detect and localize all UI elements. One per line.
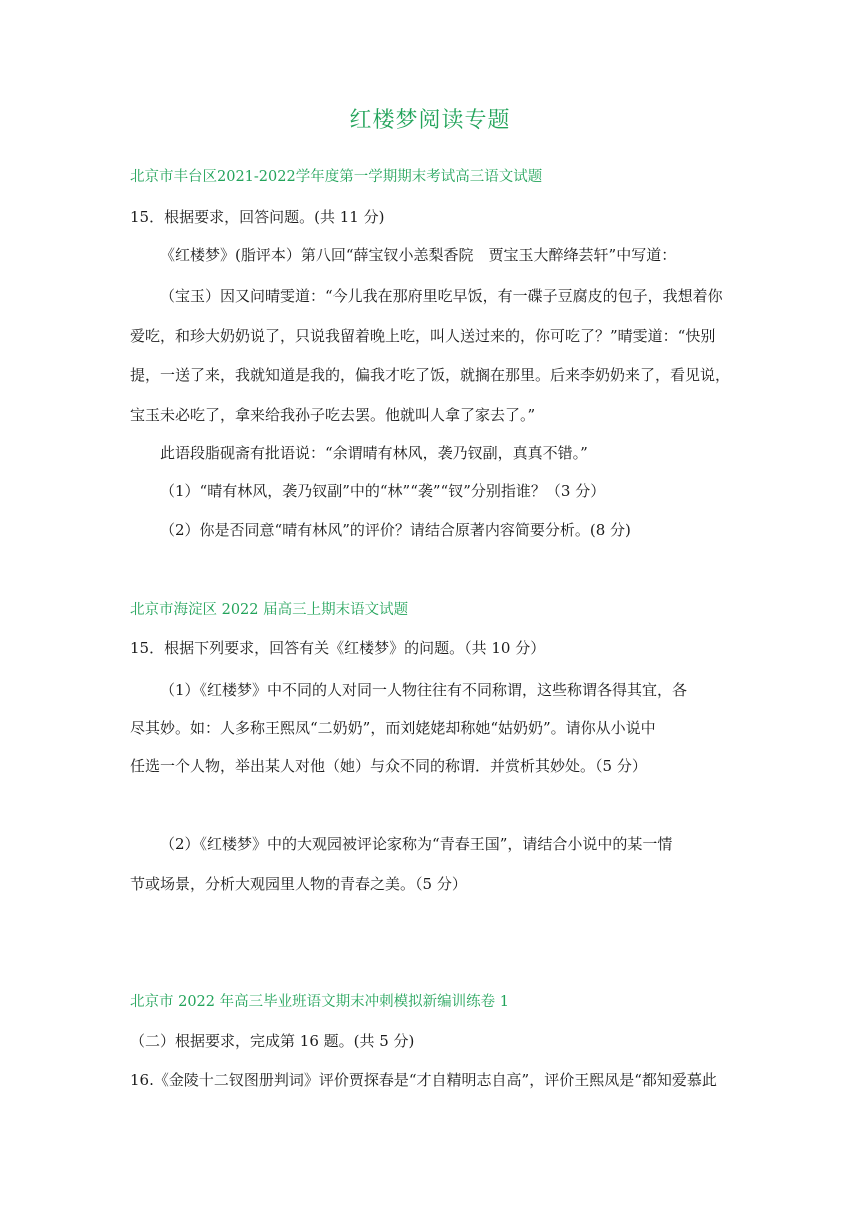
section3-question-16: 16.《金陵十二钗图册判词》评价贾探春是“才自精明志自高”，评价王熙凤是“都知爱慕此 <box>130 1071 717 1089</box>
section1-passage-line: 提，一送了来，我就知道是我的，偏我才吃了饭，就搁在那里。后来李奶奶来了，看见说， <box>130 366 731 384</box>
section3-question-header: （二）根据要求，完成第 16 题。(共 5 分) <box>130 1032 415 1050</box>
section2-sub2-line: 节或场景，分析大观园里人物的青春之美。（5 分） <box>130 875 467 893</box>
section1-intro: 《红楼梦》(脂评本）第八回“薛宝钗小恙梨香院 贾宝玉大醉绛芸轩”中写道： <box>160 246 677 264</box>
section1-subquestion-1: （1）“晴有林风，袭乃钗副”中的“林”“袭”“钗”分别指谁？（3 分） <box>160 482 606 500</box>
section1-passage-line: 爱吃，和珍大奶奶说了，只说我留着晚上吃，叫人送过来的，你可吃了？”晴雯道：“快别 <box>130 327 716 345</box>
section3-source: 北京市 2022 年高三毕业班语文期末冲刺模拟新编训练卷 1 <box>130 994 509 1010</box>
section1-subquestion-2: （2）你是否同意“晴有林风”的评价？请结合原著内容简要分析。(8 分) <box>160 521 631 539</box>
section1-passage-line: 宝玉未必吃了，拿来给我孙子吃去罢。他就叫人拿了家去了。” <box>130 406 536 424</box>
section2-sub1-line: 尽其妙。如：人多称王熙凤“二奶奶”，而刘姥姥却称她“姑奶奶”。请你从小说中 <box>130 719 656 737</box>
section2-sub2-line: （2）《红楼梦》中的大观园被评论家称为“青春王国”，请结合小说中的某一情 <box>160 835 673 853</box>
document-title: 红楼梦阅读专题 <box>349 108 511 133</box>
section2-sub1-line: 任选一个人物，举出某人对他（她）与众不同的称谓．并赏析其妙处。（5 分） <box>130 757 647 775</box>
section1-question-header: 15．根据要求，回答问题。(共 11 分) <box>130 208 385 226</box>
section1-comment: 此语段脂砚斋有批语说：“余谓晴有林风，袭乃钗副，真真不错。” <box>160 444 588 462</box>
section1-source: 北京市丰台区2021-2022学年度第一学期期末考试高三语文试题 <box>130 169 543 185</box>
section2-sub1-line: （1）《红楼梦》中不同的人对同一人物往往有不同称谓，这些称谓各得其宜，各 <box>160 681 688 699</box>
section2-source: 北京市海淀区 2022 届高三上期末语文试题 <box>130 602 409 618</box>
section1-passage-line: （宝玉）因又问晴雯道：“今儿我在那府里吃早饭，有一碟子豆腐皮的包子，我想着你 <box>160 287 723 305</box>
section2-question-header: 15．根据下列要求，回答有关《红楼梦》的问题。（共 10 分） <box>130 639 546 657</box>
